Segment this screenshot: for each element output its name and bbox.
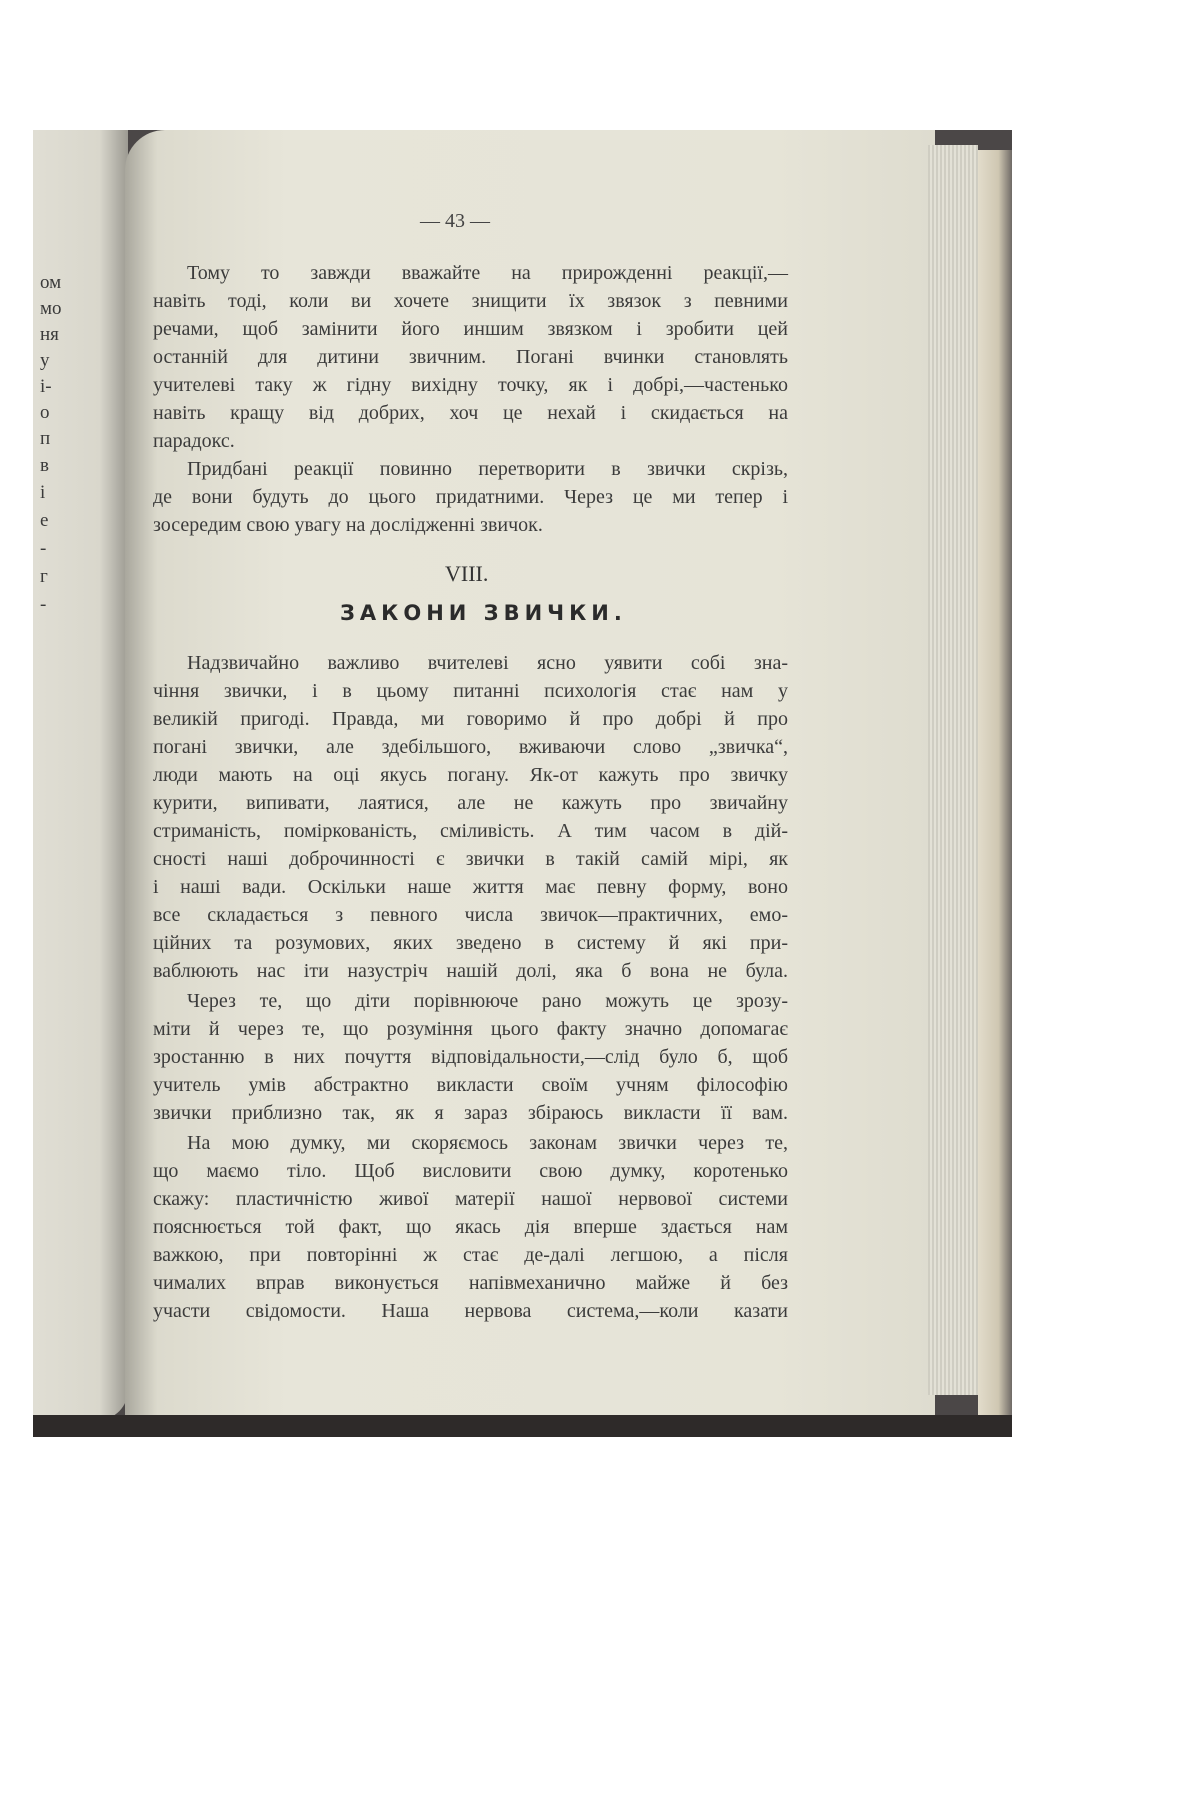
left-page-fragment: - xyxy=(40,594,47,615)
text-line: Надзвичайно важливо вчителеві ясно уявити собі зна- xyxy=(187,652,788,674)
page-edges xyxy=(928,145,978,1395)
text-line: пояснюється той факт, що якась дія вперше здається нам xyxy=(153,1216,788,1238)
chapter-number: VIII. xyxy=(445,561,489,586)
text-line: люди мають на оці якусь погану. Як-от кажуть про звичку xyxy=(153,764,788,786)
text-line: ційних та розумових, яких зведено в систему й які при- xyxy=(153,932,788,954)
text-line: Через те, що діти порівнююче рано можуть це зрозу- xyxy=(187,990,788,1012)
text-line: На мою думку, ми скоряємось законам звички через те, xyxy=(187,1132,788,1154)
text-line: учитель умів абстрактно викласти своїм учням філософію xyxy=(153,1074,788,1096)
left-page-fragment: г xyxy=(40,566,48,587)
text-line: все складається з певного числа звичок—практичних, емо- xyxy=(153,904,788,926)
text-line: великій пригоді. Правда, ми говоримо й про добрі й про xyxy=(153,708,788,730)
text-line: що маємо тіло. Щоб висловити свою думку, коротенько xyxy=(153,1160,788,1182)
text-line: і наші вади. Оскільки наше життя має певну форму, воно xyxy=(153,876,788,898)
left-page-fragment: мо xyxy=(40,298,62,319)
left-page-fragment: о xyxy=(40,402,50,423)
text-line: речами, щоб замінити його иншим звязком і зробити цей xyxy=(153,318,788,340)
text-line: сності наші доброчинності є звички в такій самій мірі, як xyxy=(153,848,788,870)
left-page-fragment: в xyxy=(40,455,49,476)
left-page-fragment: ня xyxy=(40,324,59,345)
text-line: стриманість, поміркованість, сміливість. А тим часом в дій- xyxy=(153,820,788,842)
text-line: скажу: пластичністю живої матерії нашої нервової системи xyxy=(153,1188,788,1210)
text-line: участи свідомости. Наша нервова система,—коли казати xyxy=(153,1300,788,1322)
page-number: — 43 — xyxy=(420,210,490,232)
left-page-fragment: у xyxy=(40,350,50,371)
left-page-fragment: і- xyxy=(40,376,52,397)
text-line: навіть кращу від добрих, хоч це нехай і скидається на xyxy=(153,402,788,424)
text-line: звички приблизно так, як я зараз збіраюсь викласти її вам. xyxy=(153,1102,788,1124)
left-page-fragment: е xyxy=(40,510,49,531)
left-page-fragment: - xyxy=(40,538,47,559)
text-line: міти й через те, що розуміння цього факту значно допомагає xyxy=(153,1018,788,1040)
text-line: Придбані реакції повинно перетворити в звички скрізь, xyxy=(187,458,788,480)
text-line: курити, випивати, лаятися, але не кажуть про звичайну xyxy=(153,792,788,814)
text-line: зосередим свою увагу на дослідженні звичок. xyxy=(153,514,543,536)
text-line: важкою, при повторінні ж стає де-далі легшою, а після xyxy=(153,1244,788,1266)
left-page-fragment: і xyxy=(40,482,46,503)
table-shadow xyxy=(33,1415,1012,1437)
book-cover-edge xyxy=(978,150,1012,1437)
text-line: останній для дитини звичним. Погані вчинки становлять xyxy=(153,346,788,368)
text-line: погані звички, але здебільшого, вживаючи слово „звичка“, xyxy=(153,736,788,758)
text-line: Тому то завжди вважайте на прирожденні реакції,— xyxy=(187,262,788,284)
text-line: де вони будуть до цього придатними. Через це ми тепер і xyxy=(153,486,788,508)
text-line: учителеві таку ж гідну вихідну точку, як і добрі,—частенько xyxy=(153,374,788,396)
left-page-fragment: п xyxy=(40,428,51,449)
left-page-fragment: ом xyxy=(40,272,62,293)
text-line: чималих вправ виконується напівмеханично майже й без xyxy=(153,1272,788,1294)
text-line: чіння звички, і в цьому питанні психологія стає нам у xyxy=(153,680,788,702)
text-line: парадокс. xyxy=(153,430,235,452)
text-line: зростанню в них почуття відповідальности,—слід було б, щоб xyxy=(153,1046,788,1068)
text-line: навіть тоді, коли ви хочете знищити їх звязок з певними xyxy=(153,290,788,312)
text-line: ваблюють нас іти назустріч нашій долі, яка б вона не була. xyxy=(153,960,788,982)
chapter-title: ЗАКОНИ ЗВИЧКИ. xyxy=(340,601,627,625)
